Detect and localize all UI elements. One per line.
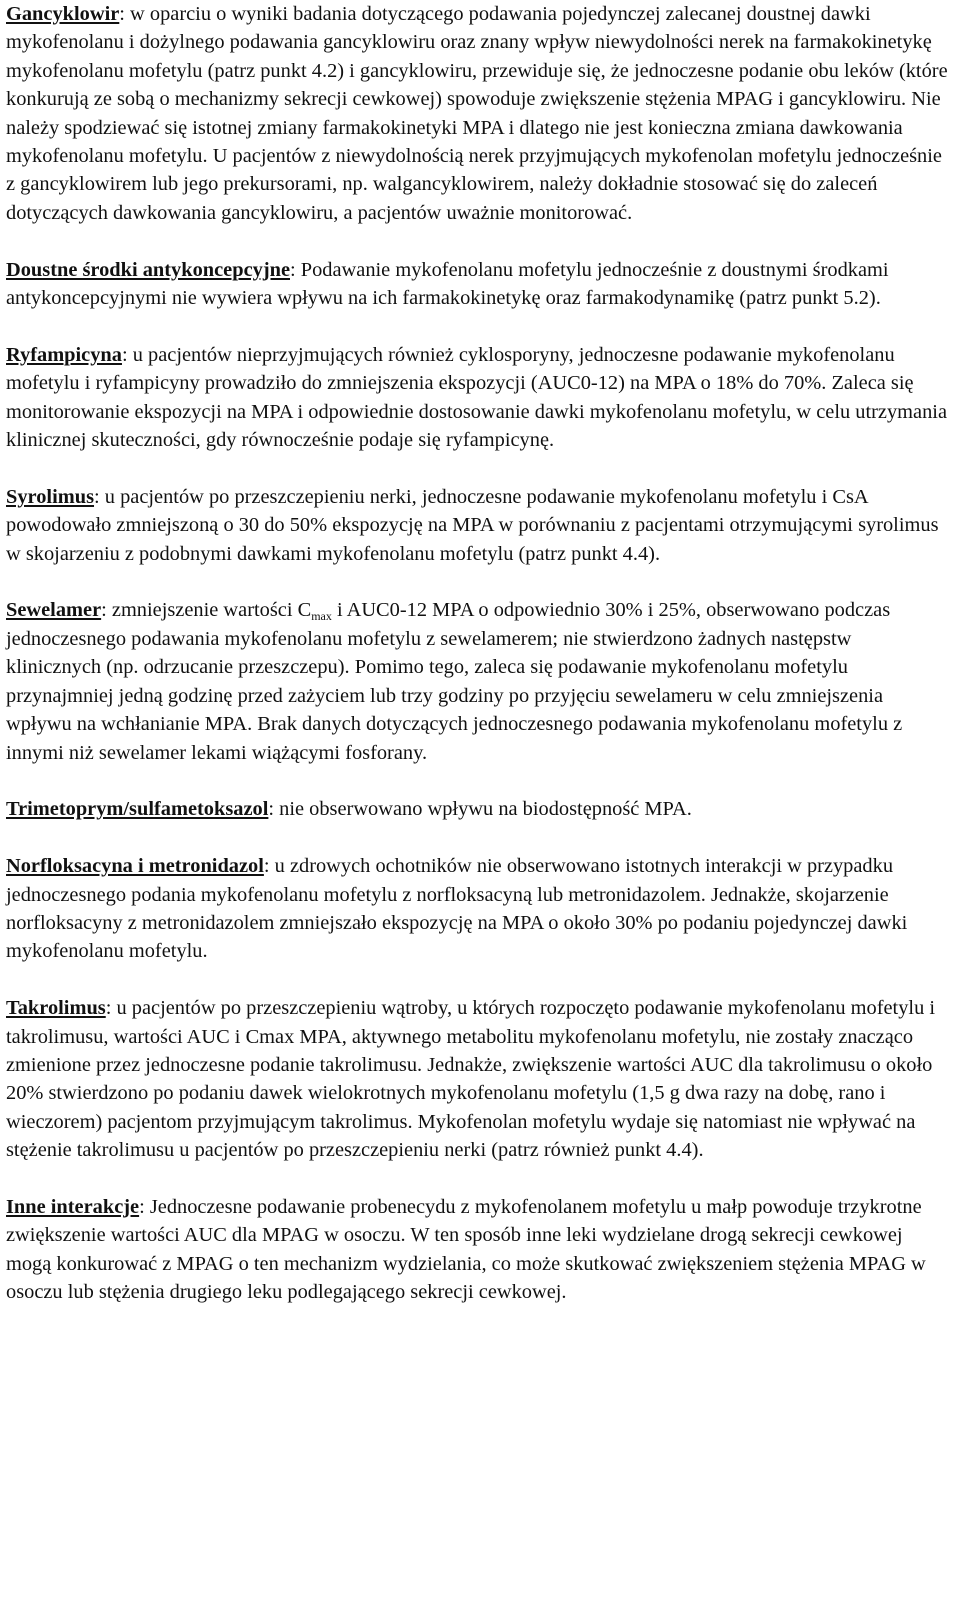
paragraph-text: : u pacjentów po przeszczepieniu nerki, jednoczesne podawanie mykofenolanu mofetylu i CsA powodowało zmniejszoną o 30 do 50% ekspozycję na MPA w porównaniu z pacjentami otrzymującymi syrolimus w skojarzeniu z podobnymi dawkami mykofenolanu mofetylu (patrz punkt 4.4). [6, 485, 939, 565]
term-heading: Trimetoprym/sulfametoksazol [6, 798, 269, 821]
paragraph-trimetoprym-sulfametoksazol [6, 795, 951, 823]
term-heading: Ryfampicyna [6, 343, 122, 366]
paragraph-syrolimus [6, 483, 951, 568]
paragraph-text: : Podawanie mykofenolanu mofetylu jednocześnie z doustnymi środkami antykoncepcyjnymi nie wywiera wpływu na ich farmakokinetykę oraz farmakodynamikę (patrz punkt 5.2). [6, 258, 889, 310]
paragraph-gancyklowir [6, 0, 951, 227]
paragraph-ryfampicyna [6, 341, 951, 455]
term-heading: Syrolimus [6, 485, 95, 508]
document-page [6, 0, 951, 1335]
term-heading: Gancyklowir [6, 3, 120, 25]
term-heading: Doustne środki antykoncepcyjne [6, 258, 290, 281]
paragraph-sewelamer [6, 596, 951, 766]
paragraph-takrolimus [6, 994, 951, 1164]
paragraph-text: i AUC0-12 MPA o odpowiednio 30% i 25%, obserwowano podczas jednoczesnego podawania mykofenolanu mofetylu z sewelamerem; nie stwierdzono żadnych następstw klinicznych (np. odrzucanie przeszczepu). Pomimo tego, zaleca się podawanie mykofenolanu mofetylu przynajmniej jedną godzinę przed zażyciem lub trzy godziny po przyjęciu sewelameru w celu zmniejszenia wpływu na wchłanianie MPA. Brak danych dotyczących jednoczesnego podawania mykofenolanu mofetylu z innymi niż sewelamer lekami wiążącymi fosforany. [6, 599, 903, 764]
subscript-max: max [311, 609, 332, 624]
paragraph-text: : nie obserwowano wpływu na biodostępność MPA. [268, 798, 692, 821]
paragraph-text: : w oparciu o wyniki badania dotyczącego podawania pojedynczej zalecanej doustnej dawki mykofenolanu i dożylnego podawania gancyklowiru oraz znany wpływ niewydolności nerek na farmakokinetykę mykofenolanu mofetylu (patrz punkt 4.2) i gancyklowiru, przewiduje się, że jednoczesne podanie obu leków (które konkurują ze sobą o mechanizmy sekrecji cewkowej) spowoduje zwiększenie stężenia MPAG i gancyklowiru. Nie należy spodziewać się istotnej zmiany farmakokinetyki MPA i dlatego nie jest konieczna zmiana dawkowania mykofenolanu mofetylu. U pacjentów z niewydolnością nerek przyjmujących mykofenolan mofetylu jednocześnie z gancyklowirem lub jego prekursorami, np. walgancyklowirem, należy dokładnie stosować się do zaleceń dotyczących dawkowania gancyklowiru, a pacjentów uważnie monitorować. [6, 3, 948, 224]
paragraph-inne-interakcje [6, 1193, 951, 1307]
term-heading: Norfloksacyna i metronidazol [6, 855, 264, 878]
paragraph-doustne-srodki-antykoncepcyjne [6, 256, 951, 313]
term-heading: Inne interakcje [6, 1195, 140, 1218]
paragraph-norfloksacyna-metronidazol [6, 852, 951, 966]
term-heading: Sewelamer [6, 599, 102, 622]
paragraph-text: : u pacjentów nieprzyjmujących również cyklosporyny, jednoczesne podawanie mykofenolanu mofetylu i ryfampicyny prowadziło do zmniejszenia ekspozycji (AUC0-12) na MPA o 18% do 70%. Zaleca się monitorowanie ekspozycji na MPA i odpowiednie dostosowanie dawki mykofenolanu mofetylu, w celu utrzymania klinicznej skuteczności, gdy równocześnie podaje się ryfampicynę. [6, 343, 947, 452]
term-heading: Takrolimus [6, 997, 106, 1020]
paragraph-text-lead: : zmniejszenie wartości C [101, 599, 312, 622]
paragraph-text: : Jednoczesne podawanie probenecydu z mykofenolanem mofetylu u małp powoduje trzykrotne zwiększenie wartości AUC dla MPAG w osoczu. W ten sposób inne leki wydzielane drogą sekrecji cewkowej mogą konkurować z MPAG o ten mechanizm wydzielania, co może skutkować zwiększeniem stężenia MPAG w osoczu lub stężenia drugiego leku podlegającego sekrecji cewkowej. [6, 1195, 926, 1304]
paragraph-text: : u zdrowych ochotników nie obserwowano istotnych interakcji w przypadku jednoczesnego podania mykofenolanu mofetylu z norfloksacyną lub metronidazolem. Jednakże, skojarzenie norfloksacyny z metronidazolem zmniejszało ekspozycję na MPA o około 30% po podaniu pojedynczej dawki mykofenolanu mofetylu. [6, 855, 908, 963]
paragraph-text: : u pacjentów po przeszczepieniu wątroby, u których rozpoczęto podawanie mykofenolanu mofetylu i takrolimusu, wartości AUC i Cmax MPA, aktywnego metabolitu mykofenolanu mofetylu, nie zostały znacząco zmienione przez jednoczesne podanie takrolimusu. Jednakże, zwiększenie wartości AUC dla takrolimusu o około 20% stwierdzono po podaniu dawek wielokrotnych mykofenolanu mofetylu (1,5 g dwa razy na dobę, rano i wieczorem) pacjentom przyjmującym takrolimus. Mykofenolan mofetylu wydaje się natomiast nie wpływać na stężenie takrolimusu u pacjentów po przeszczepieniu nerki (patrz również punkt 4.4). [6, 997, 936, 1162]
